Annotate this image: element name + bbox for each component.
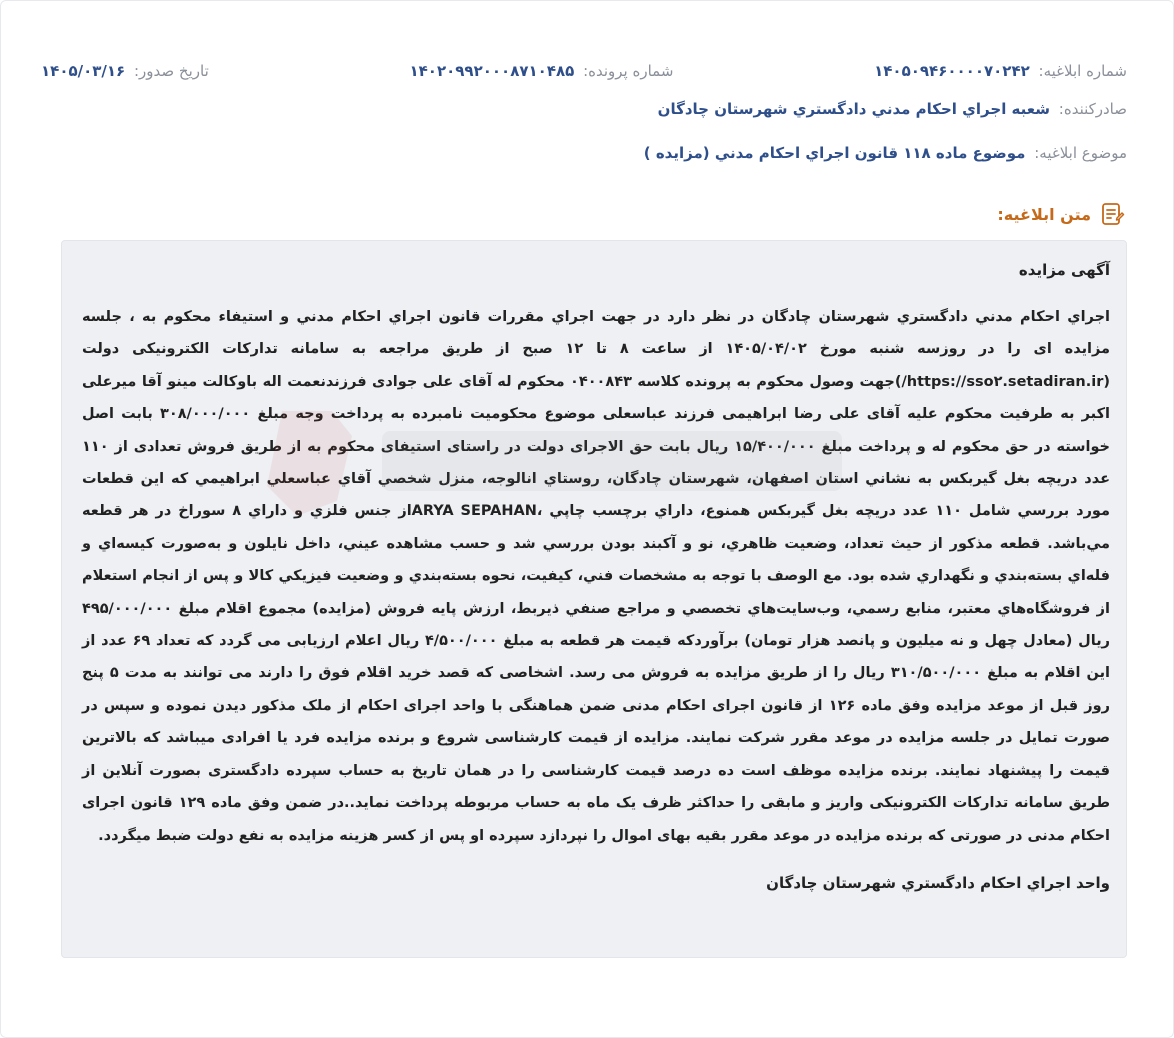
- issue-date: [41, 62, 209, 80]
- issuer-line: [41, 100, 1127, 118]
- case-number-label: شماره پرونده:: [583, 62, 674, 80]
- notice-number-value: ۱۴۰۵۰۹۴۶۰۰۰۰۷۰۲۴۲: [874, 62, 1030, 80]
- document-text-icon: [1099, 201, 1125, 227]
- notice-content-box: [61, 240, 1127, 958]
- ad-signature: واحد اجراي احکام دادگستري شهرستان چادگان: [766, 873, 1110, 892]
- issuer-value: شعبه اجراي احکام مدني دادگستري شهرستان چادگان: [657, 100, 1050, 118]
- issue-date-label: تاريخ صدور:: [134, 62, 209, 80]
- notice-text-title: متن ابلاغيه:: [997, 204, 1091, 224]
- case-number-value: ۱۴۰۲۰۹۹۲۰۰۰۸۷۱۰۴۸۵: [409, 62, 575, 80]
- notice-text-heading: [997, 201, 1125, 227]
- ad-title: آگهی مزایده: [1018, 261, 1110, 279]
- notice-meta-row: [41, 59, 1127, 83]
- subject-line: [41, 144, 1127, 162]
- ad-body-text: اجراي احکام مدني دادگستري شهرستان چادگان در نظر دارد در جهت اجراي مقررات قانون اجراي احکام مدني و استيفاء محکوم به ، جلسه مزایده ای را در روزسه شنبه مورخ ۱۴۰۵/۰۴/۰۲ از ساعت ۸ تا ۱۲ صبح از طریق مراجعه به سامانه تدارکات الکترونیکی دولت (https://sso۲.setadiran.ir/)جهت وصول محکوم به پرونده کلاسه ۰۴۰۰۸۴۳ محکوم له آقای علی جوادی فرزندنعمت اله باوکالت مینو آقا میرعلی اکبر به طرفیت محکوم علیه آقای علی رضا ابراهیمی فرزند عباسعلی موضوع محکومیت نامبرده به پرداخت وجه مبلغ ۳۰۸/۰۰۰/۰۰۰ بابت اصل خواسته در حق محکوم له و پرداخت مبلغ ۱۵/۴۰۰/۰۰۰ ریال بابت حق الاجرای دولت در راستای استیفای محکوم به از طریق فروش تعدادی از ۱۱۰ عدد دريچه بغل گيربکس به نشاني استان اصفهان، شهرستان چادگان، روستاي انالوجه، منزل شخصي آقاي عباسعلي ابراهيمي که اين قطعات مورد بررسي شامل ۱۱۰ عدد دريچه بغل گيربکس همنوع، داراي برچسب چاپي ،ARYA SEPAHANاز جنس فلزي و داراي ۸ سوراخ در هر قطعه مي‌باشد. قطعه مذکور از حيث تعداد، وضعيت ظاهري، نو و آکبند بودن بررسي شد و حسب مشاهده عيني، داخل نايلون و به‌صورت کيسه‌اي و فله‌اي بسته‌بندي و نگهداري شده بود. مع الوصف با توجه به مشخصات فني، کيفيت، نحوه بسته‌بندي و وضعيت فيزيکي کالا و پس از انجام استعلام از فروشگاه‌هاي معتبر، منابع رسمي، وب‌سايت‌هاي تخصصي و مراجع صنفي ذيربط، ارزش پايه فروش (مزايده) مجموع اقلام مبلغ ۴۹۵/۰۰۰/۰۰۰ ريال (معادل چهل و نه میلیون و پانصد هزار تومان) برآوردکه قیمت هر قطعه به مبلغ ۴/۵۰۰/۰۰۰ ریال اعلام ارزیابی می گردد که تعداد ۶۹ عدد از این اقلام به مبلغ ۳۱۰/۵۰۰/۰۰۰ ریال را از طریق مزایده به فروش می رسد. اشخاصی که قصد خرید اقلام فوق را دارند می توانند به مدت ۵ پنج روز قبل از موعد مزایده وفق ماده ۱۲۶ از قانون اجرای احکام مدنی ضمن هماهنگی با واحد اجرای احکام از ملک مذکور دیدن نموده و سپس در صورت تمایل در جلسه مزایده در موعد مقرر شرکت نمایند. مزایده از قیمت کارشناسی شروع و برنده مزایده فرد یا افرادی میباشد که بالاترین قیمت را پیشنهاد نمایند. برنده مزایده موظف است ده درصد قیمت کارشناسی را در همان تاریخ به حساب سپرده دادگستری بصورت آنلاین از طریق سامانه تدارکات الکترونیکی واریز و مابقی را حداکثر ظرف یک ماه به حساب مربوطه پرداخت نماید..در ضمن وفق ماده ۱۲۹ قانون اجرای احکام مدنی در صورتی که برنده مزایده در موعد مقرر بقیه بهای اموال را نپردازد سپرده او پس از کسر هزینه مزایده به نفع دولت ضبط میگردد.: [82, 309, 1110, 844]
- issue-date-value: ۱۴۰۵/۰۳/۱۶: [41, 62, 126, 80]
- case-number: [409, 62, 673, 80]
- issuer-label: صادرکننده:: [1058, 100, 1127, 118]
- notice-number-label: شماره ابلاغيه:: [1038, 62, 1127, 80]
- notice-number: [874, 62, 1127, 80]
- subject-value: موضوع ماده ۱۱۸ قانون اجراي احکام مدني (مزايده ): [643, 144, 1026, 162]
- subject-label: موضوع ابلاغيه:: [1034, 144, 1127, 162]
